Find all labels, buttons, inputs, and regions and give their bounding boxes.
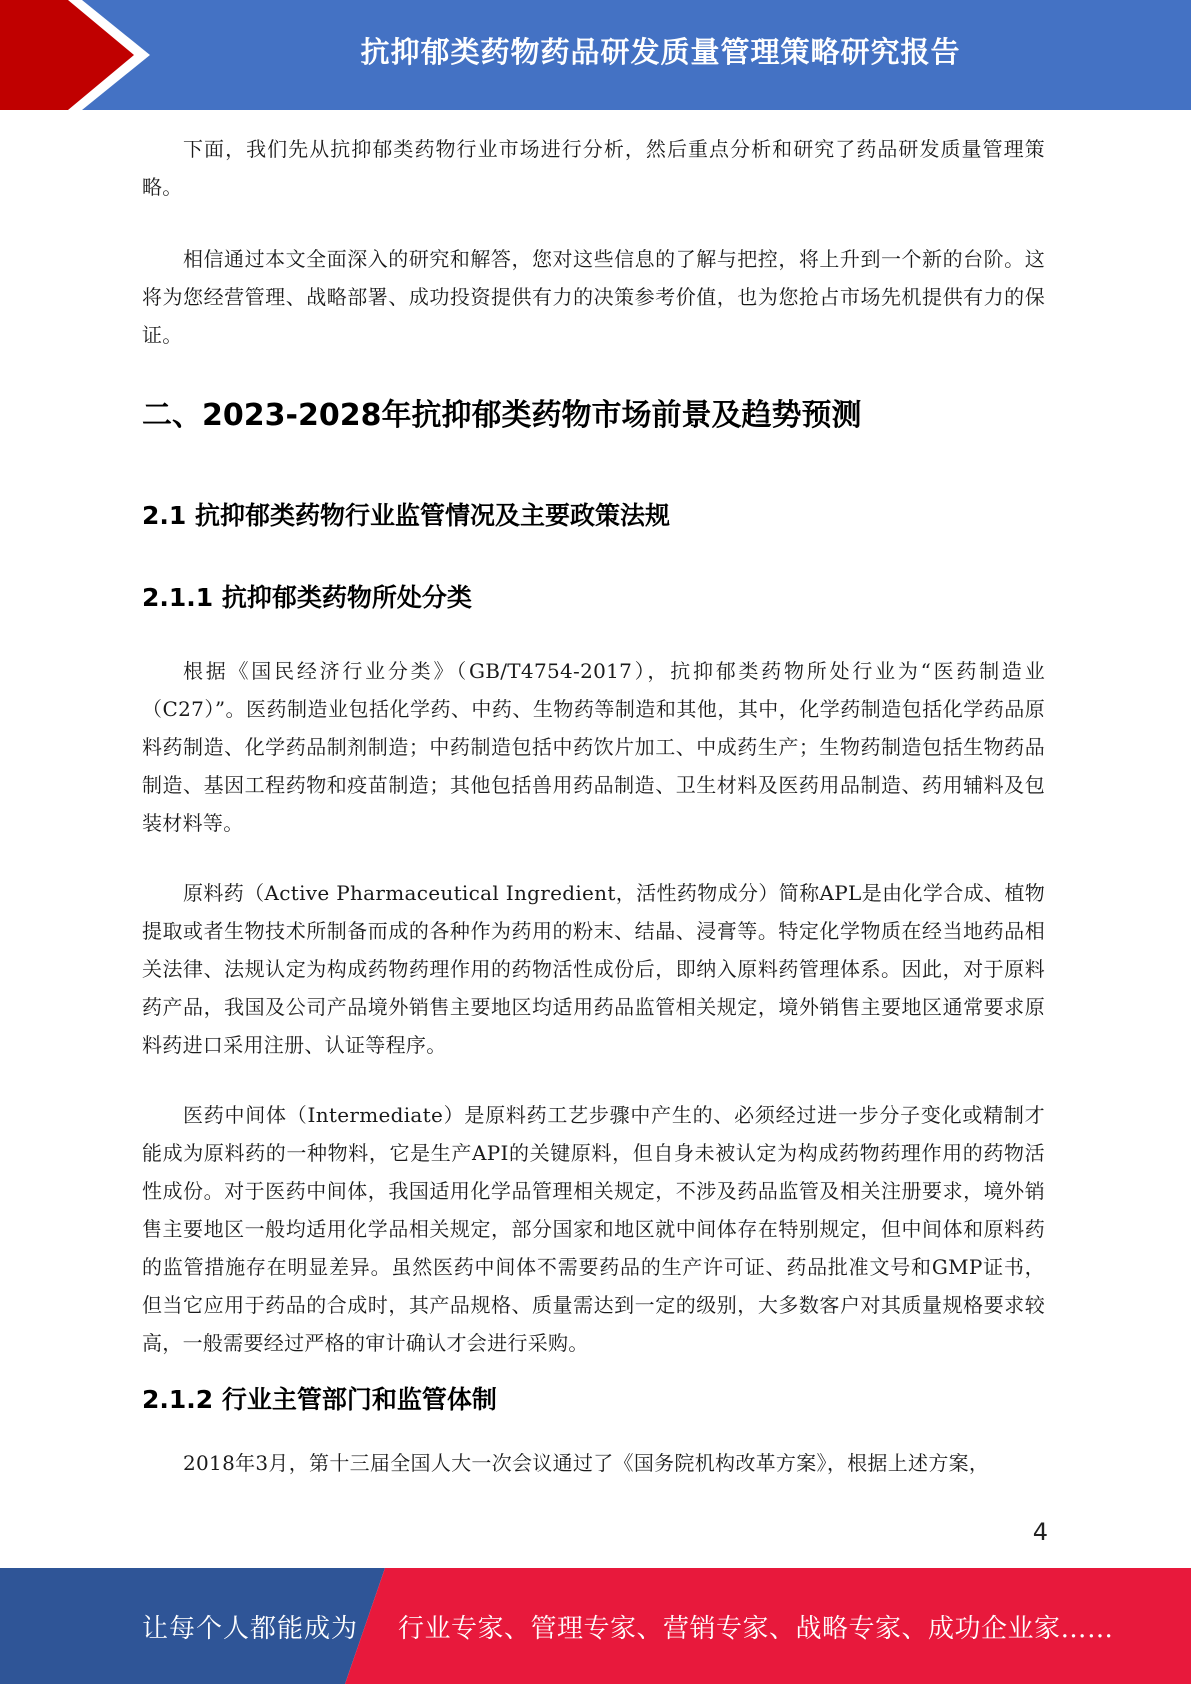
footer-slogan-left: 让每个人都能成为 — [142, 1613, 359, 1644]
page-footer — [0, 1568, 1191, 1684]
intro-paragraph-1: 下面，我们先从抗抑郁类药物行业市场进行分析，然后重点分析和研究了药品研发质量管理策略。 — [142, 137, 1045, 199]
body-paragraph-classification: 根据《国民经济行业分类》（GB/T4754-2017），抗抑郁类药物所处行业为“医药制造业（C27）”。医药制造业包括化学药、中药、生物药等制造和其他，其中，化学药制造包括化学药品原料药制造、化学药品制剂制造；中药制造包括中药饮片加工、中成药生产；生物药制造包括生物药品制造、基因工程药物和疫苗制造；其他包括兽用药品制造、卫生材料及医药用品制造、药用辅料及包装材料等。 — [142, 659, 1045, 835]
subsection-heading-1: 2.1.1 抗抑郁类药物所处分类 — [142, 583, 472, 612]
body-paragraph-api: 原料药（Active Pharmaceutical Ingredient，活性药物成分）简称APL是由化学合成、植物提取或者生物技术所制备而成的各种作为药用的粉末、结晶、浸膏等。特定化学物质在经当地药品相关法律、法规认定为构成药物药理作用的药物活性成份后，即纳入原料药管理体系。因此，对于原料药产品，我国及公司产品境外销售主要地区均适用药品监管相关规定，境外销售主要地区通常要求原料药进口采用注册、认证等程序。 — [142, 881, 1045, 1057]
document-body — [142, 130, 1045, 1482]
section-heading: 2.1 抗抑郁类药物行业监管情况及主要政策法规 — [142, 501, 670, 530]
body-paragraph-intermediate: 医药中间体（Intermediate）是原料药工艺步骤中产生的、必须经过进一步分子变化或精制才能成为原料药的一种物料，它是生产API的关键原料，但自身未被认定为构成药物药理作用的药物活性成份。对于医药中间体，我国适用化学品管理相关规定，不涉及药品监管及相关注册要求，境外销售主要地区一般均适用化学品相关规定，部分国家和地区就中间体存在特别规定，但中间体和原料药的监管措施存在明显差异。虽然医药中间体不需要药品的生产许可证、药品批准文号和GMP证书，但当它应用于药品的合成时，其产品规格、质量需达到一定的级别，大多数客户对其质量规格要求较高，一般需要经过严格的审计确认才会进行采购。 — [142, 1103, 1045, 1355]
page-header — [0, 0, 1191, 110]
body-paragraph-regulation: 2018年3月，第十三届全国人大一次会议通过了《国务院机构改革方案》，根据上述方案， — [183, 1451, 990, 1475]
footer-slogan-right: 行业专家、管理专家、营销专家、战略专家、成功企业家…… — [398, 1613, 1114, 1644]
subsection-heading-2: 2.1.2 行业主管部门和监管体制 — [142, 1385, 497, 1414]
header-title: 抗抑郁类药物药品研发质量管理策略研究报告 — [360, 34, 961, 69]
page-number: 4 — [1032, 1518, 1048, 1546]
intro-paragraph-2: 相信通过本文全面深入的研究和解答，您对这些信息的了解与把控，将上升到一个新的台阶。这将为您经营管理、战略部署、成功投资提供有力的决策参考价值，也为您抢占市场先机提供有力的保证。 — [142, 247, 1045, 347]
chapter-heading: 二、2023-2028年抗抑郁类药物市场前景及趋势预测 — [142, 398, 862, 433]
